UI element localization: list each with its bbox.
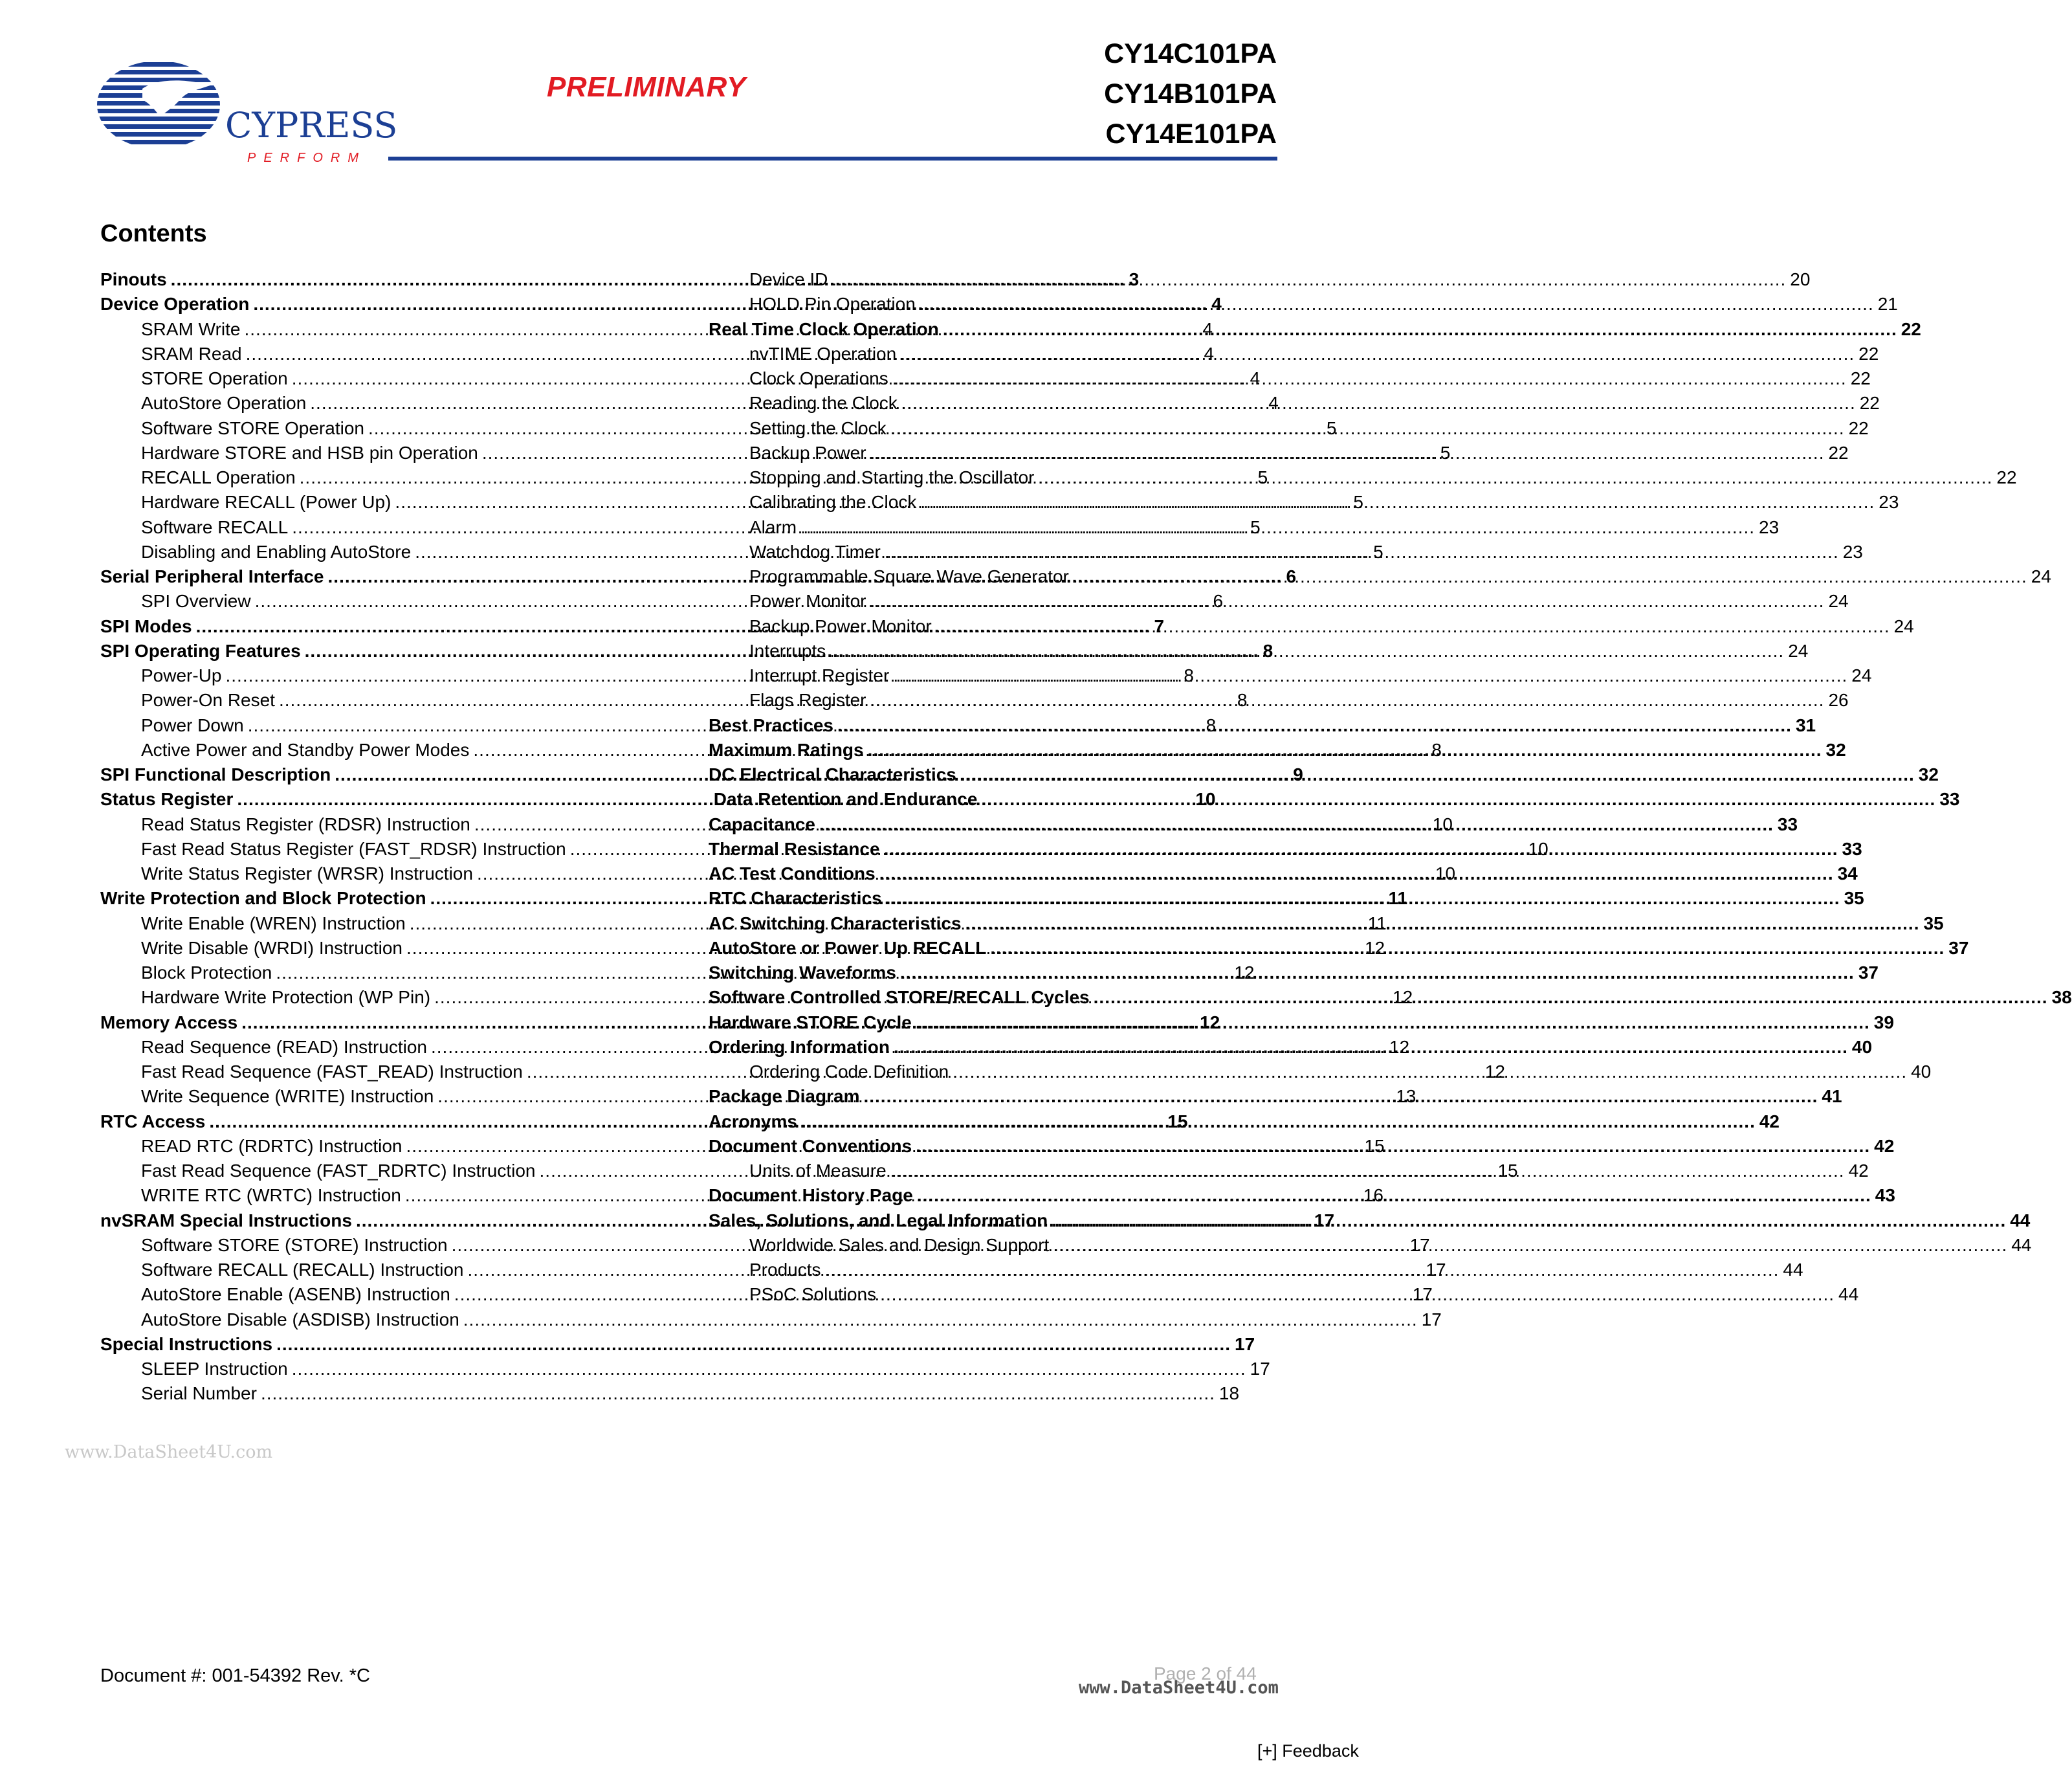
toc-entry-title: RECALL Operation (141, 467, 296, 487)
toc-entry-page: 22 (1901, 318, 1921, 339)
toc-entry-page: 17 (1409, 1234, 1430, 1255)
toc-entry-title: Backup Power (749, 442, 866, 463)
toc-entry-title: Interrupt Register (749, 665, 890, 685)
toc-entry-page: 10 (1195, 789, 1216, 810)
toc-entry-title: Status Register (100, 789, 234, 810)
toc-entry-title: Watchdog Timer (749, 541, 881, 562)
toc-entry[interactable] (709, 591, 1849, 616)
toc-entry-title: Device ID (749, 269, 828, 289)
toc-entry-page: 5 (1250, 517, 1261, 537)
toc-leader-dots (830, 641, 1784, 662)
toc-leader-dots (1038, 467, 1992, 488)
toc-entry-title: Pinouts (100, 269, 167, 289)
toc-entry-title: Best Practices (709, 715, 834, 735)
toc-entry-page: 34 (1837, 863, 1858, 884)
toc-entry-page: 24 (1851, 665, 1872, 685)
toc-entry[interactable] (709, 318, 1921, 344)
toc-entry-page: 33 (1777, 814, 1798, 834)
toc-entry-title: Special Instructions (100, 1333, 273, 1354)
toc-entry-title: Serial Peripheral Interface (100, 566, 324, 586)
toc-leader-dots (1053, 1235, 2007, 1256)
toc-entry-title: Software Controlled STORE/RECALL Cycles (709, 987, 1090, 1008)
toc-entry-title: AutoStore Operation (141, 393, 307, 414)
toc-entry-title: AutoStore Disable (ASDISB) Instruction (141, 1309, 459, 1329)
part-numbers (1104, 34, 1277, 154)
toc-leader-dots (920, 492, 1875, 513)
toc-entry-title: Calibrating the Clock (749, 492, 917, 513)
toc-entry-title: Power Down (141, 715, 244, 735)
toc-entry-title: Block Protection (141, 962, 272, 983)
toc-entry-title: Backup Power Monitor (749, 616, 932, 636)
toc-entry-title: Products (749, 1260, 821, 1280)
toc-entry[interactable] (709, 715, 1816, 740)
toc-entry-page: 31 (1795, 715, 1816, 735)
toc-leader-dots (900, 962, 1855, 983)
toc-entry-page: 4 (1202, 318, 1213, 339)
toc-entry-page: 8 (1206, 715, 1217, 735)
toc-entry-title: Hardware STORE Cycle (709, 1012, 912, 1032)
toc-entry-title: AutoStore Enable (ASENB) Instruction (141, 1284, 450, 1305)
toc-entry-page: 6 (1286, 566, 1297, 586)
toc-entry-page: 42 (1874, 1135, 1895, 1156)
toc-entry-page: 4 (1250, 368, 1261, 388)
toc-entry-page: 37 (1948, 937, 1969, 958)
toc-entry-page: 23 (1759, 517, 1780, 537)
toc-entry-title: SLEEP Instruction (141, 1359, 288, 1379)
toc-leader-dots (890, 418, 1845, 439)
toc-leader-dots (892, 368, 1847, 389)
toc-leader-dots (901, 393, 1856, 414)
toc-leader-dots (870, 690, 1825, 711)
toc-entry-title: Real Time Clock Operation (709, 318, 939, 339)
toc-entry-page: 24 (1788, 640, 1809, 661)
toc-entry-page: 17 (1421, 1309, 1442, 1329)
toc-entry-title: DC Electrical Characteristics (709, 764, 956, 784)
toc-entry-title: Write Protection and Block Protection (100, 888, 426, 909)
toc-entry-page: 18 (1218, 1383, 1240, 1404)
toc-entry-page: 32 (1918, 764, 1939, 784)
toc-entry-title: Device Operation (100, 294, 250, 315)
toc-leader-dots (893, 665, 1847, 686)
toc-leader-dots (879, 863, 1834, 884)
toc-entry-page: 21 (1877, 294, 1898, 315)
toc-entry-page: 4 (1204, 343, 1215, 364)
toc-entry-title: AutoStore or Power Up RECALL (709, 937, 987, 958)
toc-entry[interactable] (709, 343, 1879, 368)
toc-leader-dots (900, 344, 1855, 364)
toc-entry[interactable] (709, 1012, 1894, 1037)
toc-entry-page: 22 (1828, 442, 1849, 463)
toc-entry-page: 12 (1234, 962, 1255, 983)
toc-entry[interactable] (709, 764, 1939, 789)
toc-entry-title: Software STORE Operation (141, 417, 364, 438)
toc-leader-dots (870, 591, 1825, 612)
toc-entry-page: 5 (1257, 467, 1268, 487)
toc-leader-dots (261, 1383, 1215, 1404)
toc-leader-dots (917, 1185, 1871, 1206)
toc-entry-page: 44 (2010, 1210, 2031, 1230)
toc-leader-dots (276, 1334, 1231, 1355)
toc-entry-title: Memory Access (100, 1012, 238, 1032)
toc-entry-page: 20 (1790, 269, 1811, 289)
toc-entry-page: 9 (1293, 764, 1303, 784)
toc-entry-title: Maximum Ratings (709, 739, 864, 760)
toc-entry-title: Flags Register (749, 690, 866, 711)
toc-leader-dots (890, 1161, 1845, 1181)
toc-entry[interactable] (100, 1383, 1240, 1408)
toc-entry-title: Read Status Register (RDSR) Instruction (141, 814, 470, 834)
toc-entry-page: 17 (1250, 1359, 1270, 1379)
toc-leader-dots (953, 1062, 1907, 1082)
toc-entry-page: 40 (1851, 1036, 1873, 1057)
toc-entry[interactable] (100, 1333, 1255, 1359)
toc-entry-title: AC Switching Characteristics (709, 913, 962, 933)
toc-entry-page: 22 (1858, 343, 1879, 364)
part-number: CY14E101PA (1105, 118, 1277, 150)
toc-leader-dots (868, 740, 1822, 761)
toc-entry-page: 13 (1396, 1086, 1416, 1107)
toc-entry-title: Alarm (749, 517, 797, 537)
toc-entry[interactable] (709, 417, 1869, 443)
toc-entry-title: Units of Measure (749, 1161, 887, 1181)
toc-entry-title: Package Diagram (709, 1086, 860, 1107)
toc-entry-title: Worldwide Sales and Design Support (749, 1234, 1050, 1255)
toc-entry[interactable] (709, 467, 2017, 492)
toc-entry-page: 40 (1911, 1062, 1932, 1082)
toc-leader-dots (870, 443, 1825, 463)
toc-entry-page: 8 (1262, 640, 1273, 661)
toc-entry-page: 5 (1353, 492, 1363, 513)
toc-entry[interactable] (709, 541, 1863, 566)
document-number: Document #: 001-54392 Rev. *C (100, 1665, 370, 1686)
toc-entry-title: Disabling and Enabling AutoStore (141, 541, 412, 562)
toc-entry-page: 10 (1528, 838, 1548, 859)
toc-entry-title: RTC Access (100, 1111, 206, 1131)
toc-leader-dots (837, 715, 1792, 736)
cypress-logo-graphic (97, 60, 398, 176)
toc-leader-dots (916, 1136, 1870, 1157)
toc-leader-dots (916, 1012, 1870, 1033)
toc-entry-page: 39 (1873, 1012, 1894, 1032)
logo-tagline: PERFORM (247, 151, 366, 165)
toc-entry[interactable] (709, 739, 1846, 764)
toc-entry-page: 33 (1842, 838, 1862, 859)
toc-leader-dots (886, 888, 1840, 909)
toc-leader-dots (832, 269, 1786, 290)
toc-leader-dots (965, 913, 1920, 934)
toc-entry-title: Software RECALL (RECALL) Instruction (141, 1260, 464, 1280)
toc-entry-page: 11 (1367, 913, 1387, 933)
toc-leader-dots (1094, 987, 2048, 1008)
toc-entry-title: Programmable Square Wave Generator (749, 566, 1069, 586)
toc-entry[interactable] (100, 1309, 1442, 1334)
toc-leader-dots (880, 1284, 1835, 1305)
toc-entry-title: Power Monitor (749, 591, 866, 612)
toc-entry-page: 24 (1828, 591, 1849, 612)
toc-entry-page: 35 (1923, 913, 1944, 933)
toc-entry-page: 15 (1167, 1111, 1188, 1131)
toc-entry-page: 15 (1497, 1161, 1518, 1181)
toc-entry[interactable] (709, 492, 1899, 517)
toc-entry-page: 10 (1432, 814, 1453, 834)
part-number: CY14B101PA (1104, 78, 1277, 109)
toc-entry-title: Fast Read Sequence (FAST_READ) Instruction (141, 1062, 523, 1082)
toc-entry-title: Fast Read Sequence (FAST_RDRTC) Instruction (141, 1161, 536, 1181)
toc-entry-title: Software STORE (STORE) Instruction (141, 1234, 448, 1255)
toc-leader-dots (943, 319, 1897, 340)
toc-entry-page: 6 (1213, 591, 1224, 612)
toc-leader-dots (801, 1111, 1756, 1132)
toc-leader-dots (463, 1309, 1418, 1330)
toc-entry[interactable] (709, 1111, 1780, 1136)
toc-entry-title: SPI Operating Features (100, 640, 301, 661)
toc-entry-page: 43 (1875, 1185, 1895, 1206)
toc-entry-page: 8 (1184, 665, 1194, 685)
toc-entry-title: Write Status Register (WRSR) Instruction (141, 863, 473, 884)
toc-entry-page: 22 (1848, 417, 1869, 438)
header-rule (388, 157, 1277, 161)
toc-entry-page: 5 (1440, 442, 1451, 463)
toc-entry[interactable] (709, 566, 2051, 591)
toc-entry[interactable] (709, 640, 1809, 665)
toc-entry-title: Fast Read Status Register (FAST_RDSR) Instruction (141, 838, 566, 859)
toc-leader-dots (1073, 566, 2027, 587)
toc-entry-title: Power-Up (141, 665, 222, 685)
toc-entry-title: Write Enable (WREN) Instruction (141, 913, 406, 933)
toc-entry-page: 8 (1237, 690, 1248, 711)
toc-leader-dots (825, 1260, 1780, 1280)
toc-entry-page: 35 (1844, 888, 1864, 909)
toc-entry-page: 42 (1759, 1111, 1780, 1131)
toc-entry[interactable] (709, 442, 1849, 467)
toc-entry-page: 38 (2051, 987, 2072, 1008)
toc-entry-title: RTC Characteristics (709, 888, 882, 909)
toc-entry-page: 5 (1373, 541, 1383, 562)
part-number: CY14C101PA (1104, 38, 1277, 69)
toc-entry-title: HOLD Pin Operation (749, 294, 916, 315)
preliminary-label: PRELIMINARY (547, 71, 746, 103)
toc-leader-dots (885, 542, 1839, 562)
toc-entry-title: Write Disable (WRDI) Instruction (141, 937, 403, 958)
toc-entry-title: nvTIME Operation (749, 343, 897, 364)
logo-wordmark: CYPRESS (225, 105, 398, 146)
toc-entry-page: 24 (2031, 566, 2051, 586)
toc-entry-title: Capacitance (709, 814, 815, 834)
toc-entry-page: 8 (1431, 739, 1442, 760)
toc-entry-title: SRAM Read (141, 343, 242, 364)
toc-entry-title: SRAM Write (141, 318, 241, 339)
toc-entry-title: Active Power and Standby Power Modes (141, 739, 470, 760)
toc-entry-page: 44 (1783, 1260, 1803, 1280)
toc-entry-title: Software RECALL (141, 517, 289, 537)
toc-entry-page: 17 (1412, 1284, 1433, 1305)
toc-leader-dots (936, 616, 1890, 637)
toc-entry-title: Thermal Resistance (709, 838, 880, 859)
toc-entry-page: 12 (1200, 1012, 1220, 1032)
toc-leader-dots (1052, 1210, 2006, 1231)
toc-entry-title: Sales, Solutions, and Legal Information (709, 1210, 1048, 1230)
toc-entry-title: STORE Operation (141, 368, 288, 388)
toc-entry-title: Hardware RECALL (Power Up) (141, 492, 391, 513)
toc-entry-page: 32 (1825, 739, 1846, 760)
toc-entry-title: Clock Operations (749, 368, 888, 388)
toc-entry-page: 10 (1435, 863, 1456, 884)
toc-entry-page: 37 (1858, 962, 1879, 983)
toc-entry[interactable] (709, 789, 1960, 814)
footer-watermark: www.DataSheet4U.com (1079, 1678, 1279, 1698)
toc-entry-page: 33 (1939, 789, 1960, 810)
toc-entry-page: 7 (1154, 616, 1165, 636)
toc-entry-title: SPI Functional Description (100, 764, 331, 784)
toc-entry[interactable] (709, 962, 1879, 987)
cypress-logo (97, 60, 398, 176)
toc-entry-page: 22 (1859, 393, 1880, 414)
toc-entry-page: 17 (1314, 1210, 1335, 1230)
toc-leader-dots (292, 1359, 1246, 1379)
toc-entry-title: Ordering Information (709, 1036, 890, 1057)
toc-entry-page: 11 (1388, 888, 1408, 909)
toc-entry-title: Data Retention and Endurance (709, 789, 978, 810)
toc-entry-page: 17 (1426, 1260, 1446, 1280)
toc-entry-page: 22 (1996, 467, 2017, 487)
toc-leader-dots (819, 814, 1774, 835)
toc-entry-page: 12 (1364, 937, 1385, 958)
toc-entry-page: 41 (1822, 1086, 1842, 1107)
toc-entry-page: 23 (1842, 541, 1863, 562)
toc-entry-page: 12 (1389, 1036, 1410, 1057)
toc-entry-page: 3 (1129, 269, 1140, 289)
toc-entry-page: 44 (1838, 1284, 1859, 1305)
toc-leader-dots (884, 839, 1838, 860)
toc-entry-title: SPI Modes (100, 616, 192, 636)
toc-entry[interactable] (709, 517, 1780, 542)
toc-entry-page: 12 (1484, 1062, 1505, 1082)
toc-entry-title: Power-On Reset (141, 690, 275, 711)
toc-leader-dots (981, 789, 1935, 810)
toc-entry-title: Stopping and Starting the Oscillator (749, 467, 1035, 487)
toc-entry-title: PSoC Solutions (749, 1284, 877, 1305)
toc-entry[interactable] (709, 665, 1872, 690)
toc-entry-title: Ordering Code Definition (749, 1062, 949, 1082)
toc-entry-title: Acronyms (709, 1111, 797, 1131)
toc-leader-dots (863, 1086, 1818, 1107)
toc-entry[interactable] (709, 294, 1898, 318)
toc-entry-page: 12 (1393, 987, 1413, 1008)
toc-entry-title: Setting the Clock (749, 417, 887, 438)
toc-entry-page: 23 (1879, 492, 1899, 513)
toc-entry-title: Interrupts (749, 640, 826, 661)
toc-entry-title: AC Test Conditions (709, 863, 876, 884)
toc-entry-title: WRITE RTC (WRTC) Instruction (141, 1185, 401, 1206)
contents-title: Contents (100, 220, 207, 247)
toc-entry-title: nvSRAM Special Instructions (100, 1210, 352, 1230)
toc-leader-dots (800, 517, 1755, 538)
toc-entry-page: 22 (1850, 368, 1871, 388)
toc-entry-title: Serial Number (141, 1383, 257, 1404)
toc-entry[interactable] (709, 690, 1849, 715)
toc-entry-page: 26 (1828, 690, 1849, 711)
toc-entry-page: 24 (1893, 616, 1914, 636)
toc-leader-dots (894, 1037, 1848, 1058)
toc-entry[interactable] (709, 616, 1914, 641)
toc-entry-page: 15 (1364, 1135, 1385, 1156)
toc-leader-dots (960, 764, 1915, 785)
toc-entry-title: Switching Waveforms (709, 962, 896, 983)
page-number: Page 2 of 44 (1154, 1663, 1257, 1684)
toc-entry-page: 42 (1848, 1161, 1869, 1181)
toc-entry-title: Hardware Write Protection (WP Pin) (141, 987, 431, 1008)
toc-entry[interactable] (709, 269, 1811, 294)
toc-entry-page: 16 (1363, 1185, 1383, 1206)
toc-entry-title: Write Sequence (WRITE) Instruction (141, 1086, 434, 1107)
toc-entry[interactable] (709, 368, 1871, 393)
toc-entry-page: 17 (1235, 1333, 1255, 1354)
toc-entry-title: Read Sequence (READ) Instruction (141, 1036, 427, 1057)
toc-leader-dots (920, 294, 1874, 315)
toc-entry-title: READ RTC (RDRTC) Instruction (141, 1135, 402, 1156)
toc-entry-page: 44 (2011, 1234, 2032, 1255)
toc-entry-title: SPI Overview (141, 591, 251, 612)
toc-entry-page: 4 (1211, 294, 1222, 315)
toc-entry[interactable] (709, 393, 1880, 417)
toc-leader-dots (990, 938, 1945, 959)
toc-entry-title: Document History Page (709, 1185, 913, 1206)
toc-entry-title: Hardware STORE and HSB pin Operation (141, 442, 478, 463)
toc-entry-title: Document Conventions (709, 1135, 912, 1156)
toc-entry-page: 4 (1268, 393, 1279, 414)
watermark: www.DataSheet4U.com (65, 1442, 273, 1462)
feedback-link[interactable]: [+] Feedback (1257, 1741, 1359, 1761)
toc-entry-page: 5 (1326, 417, 1337, 438)
toc-entry[interactable] (100, 1359, 1270, 1383)
toc-entry-title: Reading the Clock (749, 393, 898, 414)
